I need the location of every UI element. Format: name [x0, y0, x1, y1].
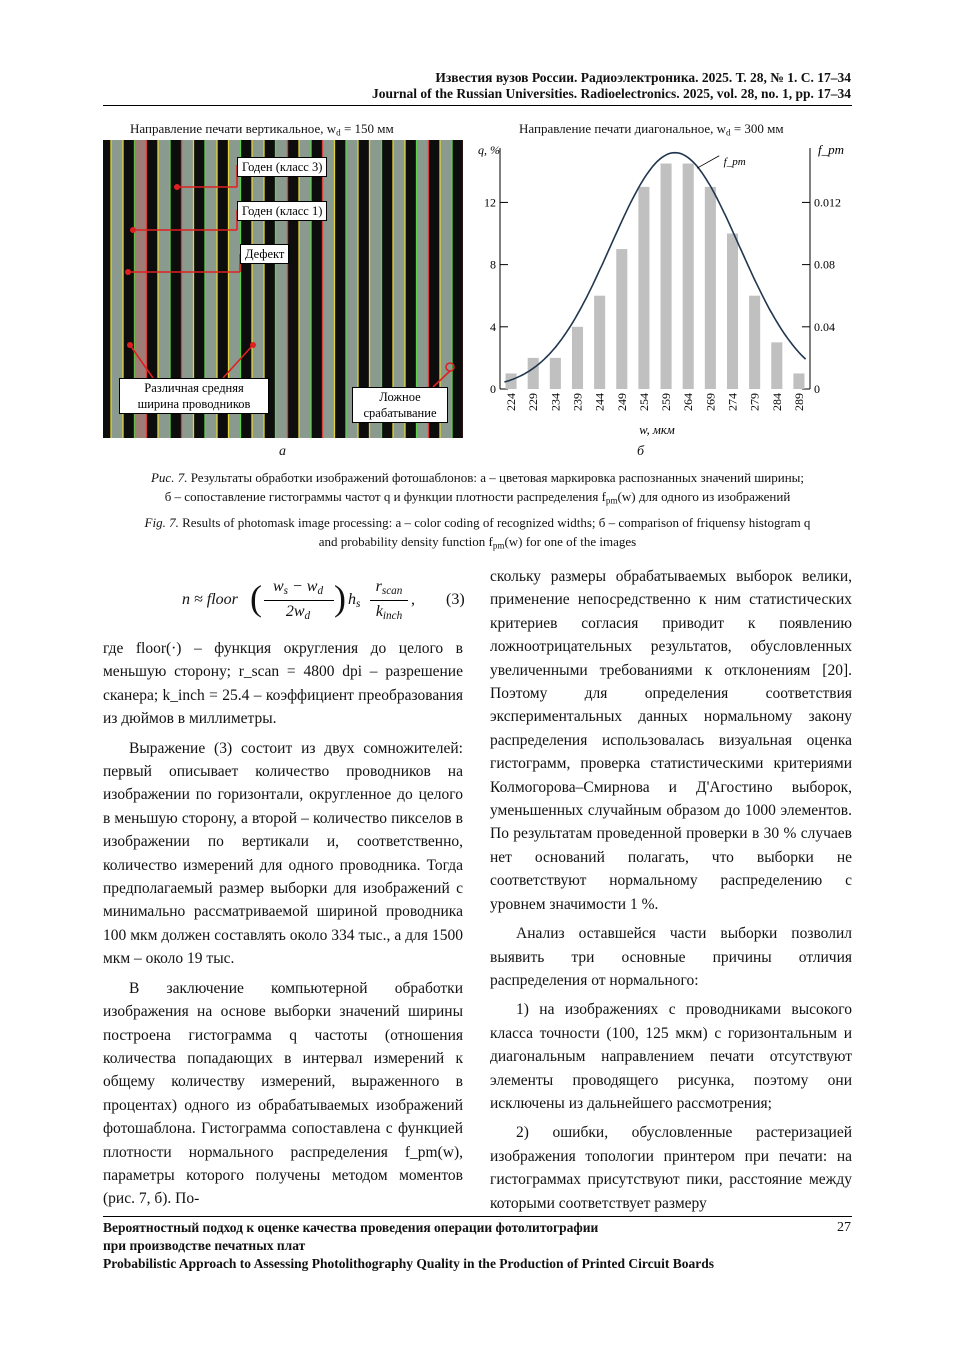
y-left-label: q, % [478, 143, 500, 157]
x-tick-label: 279 [747, 393, 762, 411]
curve-label: f_pm [723, 156, 746, 169]
density-curve [504, 153, 805, 382]
histogram-bar [594, 296, 605, 389]
histogram-bar [727, 234, 738, 389]
equation-3: n ≈ floor ( $w_s - w_d$ $2w_d$ ) $h_s$ $r_{scan}$ $k_{inch}$ , (3) [182, 578, 465, 622]
right-tick-label: 0.04 [814, 319, 835, 334]
histogram-bar [705, 187, 716, 389]
panel-b-label: б [637, 444, 645, 459]
right-tick-label: 0 [814, 382, 820, 396]
x-tick-label: 229 [526, 393, 541, 411]
label-good-class1: Годен (класс 1) [237, 201, 327, 221]
x-tick-label: 264 [681, 393, 696, 411]
histogram-bar [572, 327, 583, 389]
paragraph: 1) на изображениях с проводниками высокого класса точности (100, 125 мкм) с горизонтальным и диагональным направлением печати отсутствуют элементы проводящего рисунка, поэтому они исключены из дальнейшего рассмотрения; [490, 1001, 852, 1112]
left-column [103, 637, 463, 1217]
histogram-bar [749, 296, 760, 389]
paragraph: Выражение (3) состоит из двух сомножителей: первый описывает количество проводников на изображении по горизонтали, округленное до целого в меньшую сторону, а второй – количество пикселов в изображении по вертикали и, соответственно, количество измерений для одного проводника. Тогда предполагаемый размер выборки для изображений с минимально рассматриваемой шириной проводника 100 мкм должен составлять около 334 тыс., а для 1500 мкм – около 19 тыс. [103, 739, 463, 968]
paragraph: Анализ оставшейся части выборки позволил выявить три основные причины отличия распределения от нормального: [490, 925, 852, 989]
histogram-bar [616, 249, 627, 389]
histogram-bar [550, 358, 561, 389]
footer-rule [103, 1216, 852, 1217]
x-tick-label: 274 [725, 393, 740, 411]
photomask-image [103, 140, 463, 438]
histogram-bar [661, 164, 672, 389]
curve-label-leader [697, 156, 719, 168]
right-tick-label: 0.08 [814, 257, 835, 272]
x-tick-label: 284 [769, 393, 784, 411]
header-rule [103, 105, 852, 106]
right-column [490, 565, 852, 1221]
x-tick-label: 224 [504, 393, 519, 411]
histogram-chart [470, 134, 860, 444]
x-tick-label: 269 [703, 393, 718, 411]
footer-title-en: Probabilistic Approach to Assessing Photolithography Quality in the Production of Printed Circuit Boards [103, 1256, 715, 1271]
journal-header-ru: Известия вузов России. Радиоэлектроника. 2025. Т. 28, № 1. С. 17–34 [435, 70, 851, 85]
y-right-label: f_pm [818, 142, 844, 157]
footer-title-ru-2: при производстве печатных плат [103, 1238, 306, 1253]
label-good-class3: Годен (класс 3) [237, 157, 327, 177]
x-axis-label: w, мкм [639, 423, 675, 437]
paragraph: В заключение компьютерной обработки изображения на основе выборки значений ширины построена гистограмма q частоты (отношения количества попадающих в интервал измерений к общему количеству измерений, выраженного в процентах) одного из обрабатываемых изображений фотошаблона. Гистограмма сопоставлена с функцией плотности нормального распределения f_pm(w), параметры которого получены методом моментов (рис. 7, б). По- [103, 979, 463, 1208]
left-panel-title: Направление печати вертикальное, $w_d = 150$ мм [130, 121, 394, 138]
footer-title-ru-1: Вероятностный подход к оценке качества проведения операции фотолитографии [103, 1220, 599, 1235]
x-tick-label: 239 [570, 393, 585, 411]
left-tick-label: 4 [490, 319, 496, 334]
panel-a-label: а [279, 444, 286, 459]
caption-en: Fig. 7. Results of photomask image processing: а – color coding of recognized widths; б – comparison of friquensy histogram q and probability density function $f_{pm}(w)$ for one of the images [144, 515, 811, 551]
x-tick-label: 254 [636, 393, 651, 411]
left-tick-label: 12 [484, 195, 496, 210]
label-different-width: Различная средняя ширина проводников [119, 378, 269, 414]
x-tick-label: 249 [614, 393, 629, 411]
caption-ru: Рис. 7. Результаты обработки изображений фотошаблонов: а – цветовая маркировка распознанных значений ширины; б – сопоставление гистограммы частот q и функции плотности распределения $f_{pm}(w)$ для одного из изображений [150, 470, 805, 506]
x-tick-label: 289 [791, 393, 806, 411]
histogram-bar [528, 358, 539, 389]
left-tick-label: 8 [490, 257, 496, 272]
x-tick-label: 234 [548, 393, 563, 411]
histogram-bar [793, 373, 804, 389]
label-false-trigger: Ложное срабатывание [352, 387, 448, 423]
paragraph: 2) ошибки, обусловленные растеризацией изображения топологии принтером при печати: на гистограммах присутствуют пики, расстояние между которыми соответствует размеру [490, 1124, 852, 1212]
right-tick-label: 0.012 [814, 195, 841, 210]
histogram-bar [683, 164, 694, 389]
x-tick-label: 244 [592, 393, 607, 411]
right-panel-title: Направление печати диагональное, $w_d = 300$ мм [519, 121, 784, 138]
x-tick-label: 259 [659, 393, 674, 411]
page-number: 27 [837, 1220, 851, 1235]
paragraph: скольку размеры обрабатываемых выборок велики, применение непосредственно к ним статистических критериев согласия приводит к появлению ложноотрицательных результатов, обусловленных увеличенными требованиями к отклонениям [20]. Поэтому для определения соответствия экспериментальных данных нормальному закону распределения использовалась визуальная оценка гистограмм, проверка статистическими критериями Колмогорова–Смирнова и Д'Агостино выборок, уменьшенных случайным образом до 1000 элементов. По результатам проведенной проверки в 30 % случаев нет оснований полагать, что выборки не соответствуют нормальному распределению с уровнем значимости 1 %. [490, 568, 852, 913]
left-tick-label: 0 [490, 382, 496, 396]
label-defect: Дефект [240, 244, 289, 264]
paragraph: где floor(·) – функция округления до целого в меньшую сторону; r_scan = 4800 dpi – разрешение сканера; k_inch = 25.4 – коэффициент преобразования из дюймов в миллиметры. [103, 640, 463, 728]
histogram-bar [771, 342, 782, 389]
journal-header-en: Journal of the Russian Universities. Radioelectronics. 2025, vol. 28, no. 1, pp. 17–34 [371, 86, 851, 101]
histogram-bar [638, 187, 649, 389]
